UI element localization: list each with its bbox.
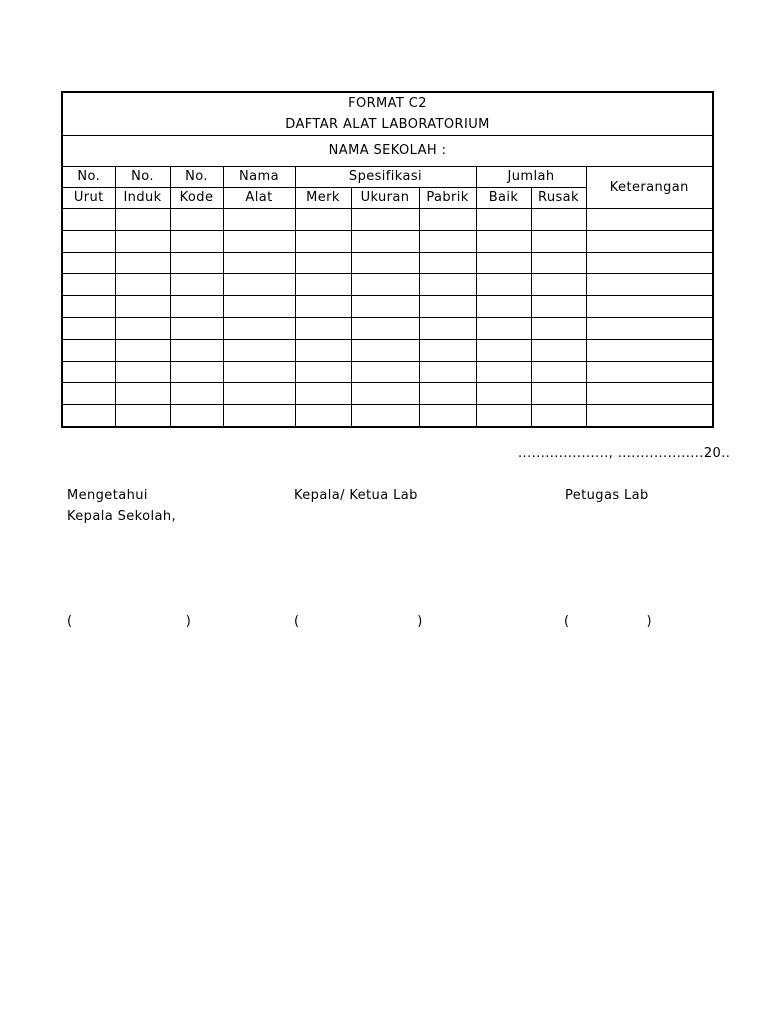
table-cell — [476, 405, 531, 427]
signature-left-line2: Kepala Sekolah, — [67, 509, 177, 524]
table-cell — [115, 252, 170, 274]
table-cell — [531, 252, 586, 274]
table-cell — [419, 274, 476, 296]
table-cell — [586, 230, 713, 252]
header-nama-alat-1: Nama — [223, 167, 295, 188]
table-cell — [62, 296, 115, 318]
signature-right: Petugas Lab — [565, 488, 649, 503]
table-cell — [115, 405, 170, 427]
table-cell — [115, 317, 170, 339]
table-cell — [223, 274, 295, 296]
table-cell — [531, 339, 586, 361]
table-body — [62, 209, 713, 427]
table-cell — [419, 383, 476, 405]
school-name-label: NAMA SEKOLAH : — [62, 136, 713, 167]
table-cell — [115, 361, 170, 383]
table-cell — [476, 383, 531, 405]
table-row — [62, 296, 713, 318]
table-cell — [351, 230, 419, 252]
lab-equipment-table — [61, 91, 714, 428]
table-cell — [419, 230, 476, 252]
table-cell — [531, 209, 586, 231]
header-no-induk-2: Induk — [115, 188, 170, 209]
table-cell — [295, 339, 351, 361]
table-cell — [295, 383, 351, 405]
table-cell — [62, 383, 115, 405]
table-cell — [586, 209, 713, 231]
table-cell — [223, 361, 295, 383]
header-nama-alat-2: Alat — [223, 188, 295, 209]
table-cell — [295, 296, 351, 318]
table-cell — [419, 296, 476, 318]
table-cell — [170, 317, 223, 339]
table-cell — [170, 230, 223, 252]
table-cell — [62, 361, 115, 383]
table-cell — [476, 209, 531, 231]
table-cell — [115, 209, 170, 231]
table-cell — [419, 339, 476, 361]
table-cell — [586, 296, 713, 318]
table-cell — [295, 230, 351, 252]
table-cell — [351, 317, 419, 339]
table-row — [62, 274, 713, 296]
form-title-cell — [62, 92, 713, 136]
table-cell — [351, 252, 419, 274]
table-cell — [295, 317, 351, 339]
table-cell — [531, 405, 586, 427]
table-cell — [62, 339, 115, 361]
table-cell — [351, 274, 419, 296]
table-cell — [531, 230, 586, 252]
header-jumlah: Jumlah — [476, 167, 586, 188]
table-cell — [223, 383, 295, 405]
table-cell — [351, 383, 419, 405]
table-cell — [62, 252, 115, 274]
table-cell — [62, 209, 115, 231]
table-cell — [476, 274, 531, 296]
form-title: DAFTAR ALAT LABORATORIUM — [285, 117, 490, 132]
table-cell — [223, 296, 295, 318]
table-cell — [419, 361, 476, 383]
table-cell — [586, 317, 713, 339]
table-cell — [351, 339, 419, 361]
table-cell — [419, 252, 476, 274]
table-row — [62, 209, 713, 231]
table-cell — [170, 405, 223, 427]
table-cell — [223, 209, 295, 231]
table-cell — [351, 405, 419, 427]
signature-middle-bracket: ( ) — [294, 614, 423, 629]
table-cell — [476, 339, 531, 361]
table-cell — [223, 339, 295, 361]
table-cell — [62, 274, 115, 296]
table-cell — [223, 252, 295, 274]
table-cell — [586, 274, 713, 296]
table-cell — [295, 274, 351, 296]
header-rusak: Rusak — [531, 188, 586, 209]
table-row — [62, 405, 713, 427]
table-cell — [476, 230, 531, 252]
table-cell — [531, 317, 586, 339]
table-cell — [586, 405, 713, 427]
table-cell — [531, 296, 586, 318]
header-no-urut-1: No. — [62, 167, 115, 188]
header-no-kode-2: Kode — [170, 188, 223, 209]
header-merk: Merk — [295, 188, 351, 209]
table-cell — [295, 209, 351, 231]
table-cell — [531, 383, 586, 405]
table-cell — [223, 405, 295, 427]
table-cell — [170, 361, 223, 383]
table-cell — [170, 252, 223, 274]
header-ukuran: Ukuran — [351, 188, 419, 209]
table-cell — [115, 296, 170, 318]
header-baik: Baik — [476, 188, 531, 209]
table-cell — [170, 296, 223, 318]
header-no-kode-1: No. — [170, 167, 223, 188]
table-cell — [62, 405, 115, 427]
table-cell — [586, 361, 713, 383]
table-row — [62, 383, 713, 405]
table-cell — [223, 230, 295, 252]
table-cell — [476, 361, 531, 383]
header-spesifikasi: Spesifikasi — [295, 167, 476, 188]
header-pabrik: Pabrik — [419, 188, 476, 209]
table-cell — [295, 361, 351, 383]
table-cell — [62, 230, 115, 252]
table-cell — [115, 339, 170, 361]
table-cell — [586, 252, 713, 274]
table-row — [62, 317, 713, 339]
header-no-induk-1: No. — [115, 167, 170, 188]
table-cell — [170, 339, 223, 361]
signature-middle: Kepala/ Ketua Lab — [294, 488, 418, 503]
table-cell — [351, 361, 419, 383]
table-cell — [351, 209, 419, 231]
table-cell — [115, 383, 170, 405]
date-line: ...................., ...................20.. — [518, 446, 731, 461]
table-cell — [476, 252, 531, 274]
table-cell — [170, 274, 223, 296]
table-row — [62, 252, 713, 274]
table-row — [62, 230, 713, 252]
table-cell — [115, 230, 170, 252]
table-cell — [170, 383, 223, 405]
table-cell — [419, 209, 476, 231]
table-cell — [115, 274, 170, 296]
signature-left-line1: Mengetahui — [67, 488, 148, 503]
table-cell — [531, 274, 586, 296]
signature-right-bracket: ( ) — [564, 614, 652, 629]
table-cell — [586, 383, 713, 405]
table-cell — [586, 339, 713, 361]
signature-left-bracket: ( ) — [67, 614, 192, 629]
table-cell — [62, 317, 115, 339]
table-cell — [223, 317, 295, 339]
table-cell — [419, 317, 476, 339]
table-row — [62, 361, 713, 383]
table-cell — [295, 252, 351, 274]
form-code: FORMAT C2 — [348, 96, 427, 111]
table-cell — [295, 405, 351, 427]
table-row — [62, 339, 713, 361]
table-cell — [476, 296, 531, 318]
table-cell — [351, 296, 419, 318]
table-cell — [419, 405, 476, 427]
table-cell — [531, 361, 586, 383]
header-keterangan: Keterangan — [586, 167, 713, 209]
header-no-urut-2: Urut — [62, 188, 115, 209]
table-cell — [170, 209, 223, 231]
table-cell — [476, 317, 531, 339]
